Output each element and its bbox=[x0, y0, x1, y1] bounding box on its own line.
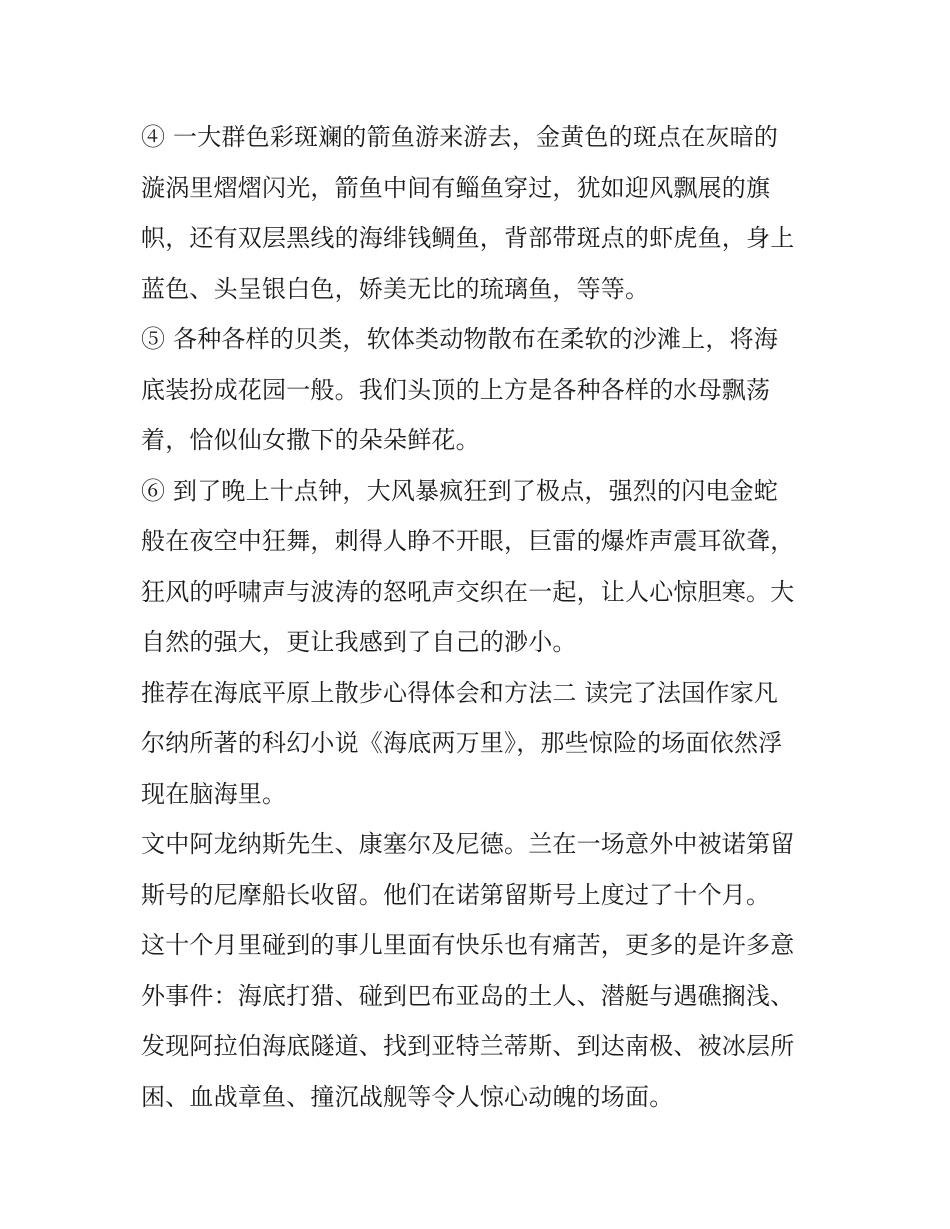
text-line: ④ 一大群色彩斑斓的箭鱼游来游去，金黄色的斑点在灰暗的 bbox=[141, 123, 779, 151]
text-line: 困、血战章鱼、撞沉战舰等令人惊心动魄的场面。 bbox=[141, 1082, 674, 1111]
text-line: 底装扮成花园一般。我们头顶的上方是各种各样的水母飘荡 bbox=[141, 375, 771, 404]
text-line: 这十个月里碰到的事儿里面有快乐也有痛苦，更多的是许多意 bbox=[141, 931, 795, 959]
text-line: 自然的强大，更让我感到了自己的渺小。 bbox=[141, 628, 577, 656]
text-line: 推荐在海底平原上散步心得体会和方法二 读完了法国作家凡 bbox=[141, 678, 779, 707]
text-line: 狂风的呼啸声与波涛的怒吼声交织在一起，让人心惊胆寒。大 bbox=[141, 577, 795, 606]
text-line: 尔纳所著的科幻小说《海底两万里》，那些惊险的场面依然浮 bbox=[141, 729, 783, 757]
text-line: 现在脑海里。 bbox=[141, 779, 287, 808]
text-line: ⑥ 到了晚上十点钟，大风暴疯狂到了极点，强烈的闪电金蛇 bbox=[141, 476, 779, 505]
text-line: 漩涡里熠熠闪光，箭鱼中间有鲻鱼穿过，犹如迎风飘展的旗 bbox=[141, 173, 771, 202]
text-line: 外事件：海底打猎、碰到巴布亚岛的土人、潜艇与遇礁搁浅、 bbox=[141, 981, 795, 1010]
text-line: 蓝色、头呈银白色，娇美无比的琉璃鱼，等等。 bbox=[141, 274, 650, 303]
text-line: 文中阿龙纳斯先生、康塞尔及尼德。兰在一场意外中被诺第留 bbox=[141, 830, 795, 858]
text-line: 着，恰似仙女撒下的朵朵鲜花。 bbox=[141, 426, 480, 454]
text-line: 般在夜空中狂舞，刺得人睁不开眼，巨雷的爆炸声震耳欲聋， bbox=[141, 527, 795, 555]
text-line: 斯号的尼摩船长收留。他们在诺第留斯号上度过了十个月。 bbox=[141, 880, 771, 909]
text-line: 帜，还有双层黑线的海绯钱鲷鱼，背部带斑点的虾虎鱼，身上 bbox=[141, 224, 795, 252]
text-line: ⑤ 各种各样的贝类，软体类动物散布在柔软的沙滩上，将海 bbox=[141, 325, 779, 353]
document-body bbox=[141, 112, 813, 1122]
text-line: 发现阿拉伯海底隧道、找到亚特兰蒂斯、到达南极、被冰层所 bbox=[141, 1032, 795, 1060]
